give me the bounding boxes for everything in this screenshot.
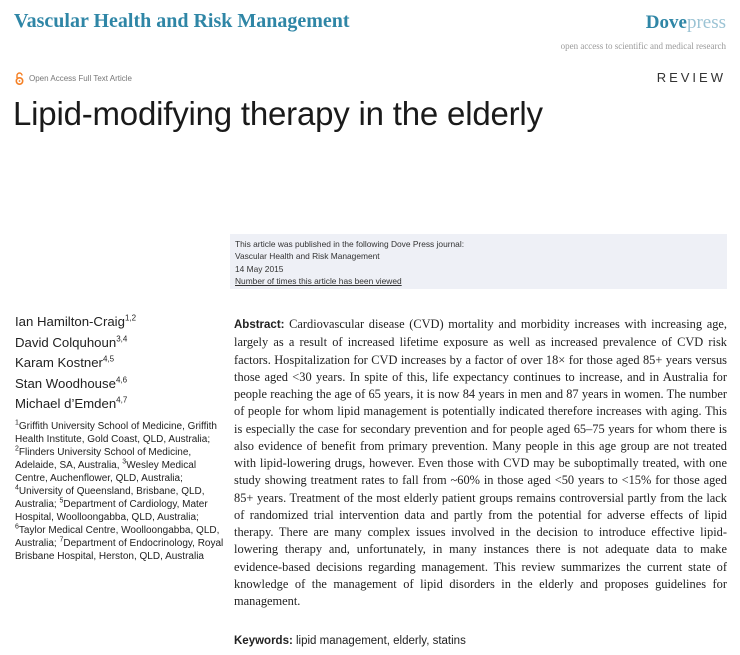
publication-info-box [230,234,727,289]
open-access-label: Open Access Full Text Article [29,74,133,83]
article-type: REVIEW [656,70,726,85]
journal-name: Vascular Health and Risk Management [14,10,350,32]
author-name: Karam Kostner$^{4,5}$ [15,354,115,370]
open-access-lock-icon [15,72,24,85]
affiliations: $^1$Griffith University School of Medicine, Griffith Health Institute, Gold Coast, QLD, Australia; $^2$Flinders University School of Medicine, Adelaide, SA, Australia, $^3$Wesley Medical Centre, Auchenflower, QLD, Australia; $^4$University of Queensland, Brisbane, QLD, Australia; $^5$Department of Cardiology, Mater Hospital, Woolloongabba, QLD, Australia; $^6$Taylor Medical Centre, Woolloongabba, QLD, Australia; $^7$Department of Endocrinology, Royal Brisbane Hospital, Herston, QLD, Australia [15,419,224,562]
open-access-row [15,72,132,85]
author-name: Michael d’Emden$^{4,7}$ [15,395,128,411]
views-link[interactable]: Number of times this article has been viewed [235,276,402,287]
article-title: Lipid-modifying therapy in the elderly [13,95,543,132]
brand-dove: Dove [645,12,687,33]
pub-line-1: This article was published in the following Dove Press journal: [235,239,465,249]
author-name: David Colquhoun$^{3,4}$ [15,334,128,350]
brand-tagline: open access to scientific and medical research [560,41,726,51]
author-list [15,312,136,415]
author-name: Stan Woodhouse$^{4,6}$ [15,375,128,391]
dovepress-logo [646,12,726,34]
pub-journal: Vascular Health and Risk Management [235,251,380,262]
abstract-label: Abstract: [234,319,285,331]
abstract-text: Cardiovascular disease (CVD) mortality and morbidity increases with increasing age, largely as a result of increased lifetime exposure as well as increased prevalence of CVD risk factors. Hospitalization for CVD increases by a factor of over 18× for those aged 85+ years versus those aged <30 years. In spite of this, life expectancy continues to increase, and in Australia for people reaching the age of 65 years, it is now 84 years in men and 87 years in women. The number of people for whom lipid management is potentially indicated therefore increases with aging. This is especially the case for secondary prevention and for people aged 65–75 years for whom there is also evidence of benefit from primary prevention. Many people in this age group are not treated with lipid-lowering drugs, however. Even those with CVD may be suboptimally treated, with one study showing treatment rates to fall from ~60% in those aged <50 years to <15% for those aged 85+ years. Treatment of the most elderly patient groups remains controversial partly from the lack of randomized trial intervention data and partly from the potential for adverse effects of lipid therapy. There are many complex issues involved in the decision to introduce effective lipid-lowering therapy and, unfortunately, in many instances there is not adequate data to make evidence-based decisions regarding management. This review summarizes the current state of knowledge of the management of lipid disorders in the elderly and proposes guidelines for management. [234,317,727,608]
pub-date: 14 May 2015 [235,263,284,274]
keywords-label: Keywords: [234,635,293,647]
keywords [234,635,466,647]
author-name: Ian Hamilton-Craig$^{1,2}$ [15,313,137,329]
keywords-text: lipid management, elderly, statins [296,635,466,647]
abstract [234,316,727,610]
brand-press: press [686,12,726,33]
